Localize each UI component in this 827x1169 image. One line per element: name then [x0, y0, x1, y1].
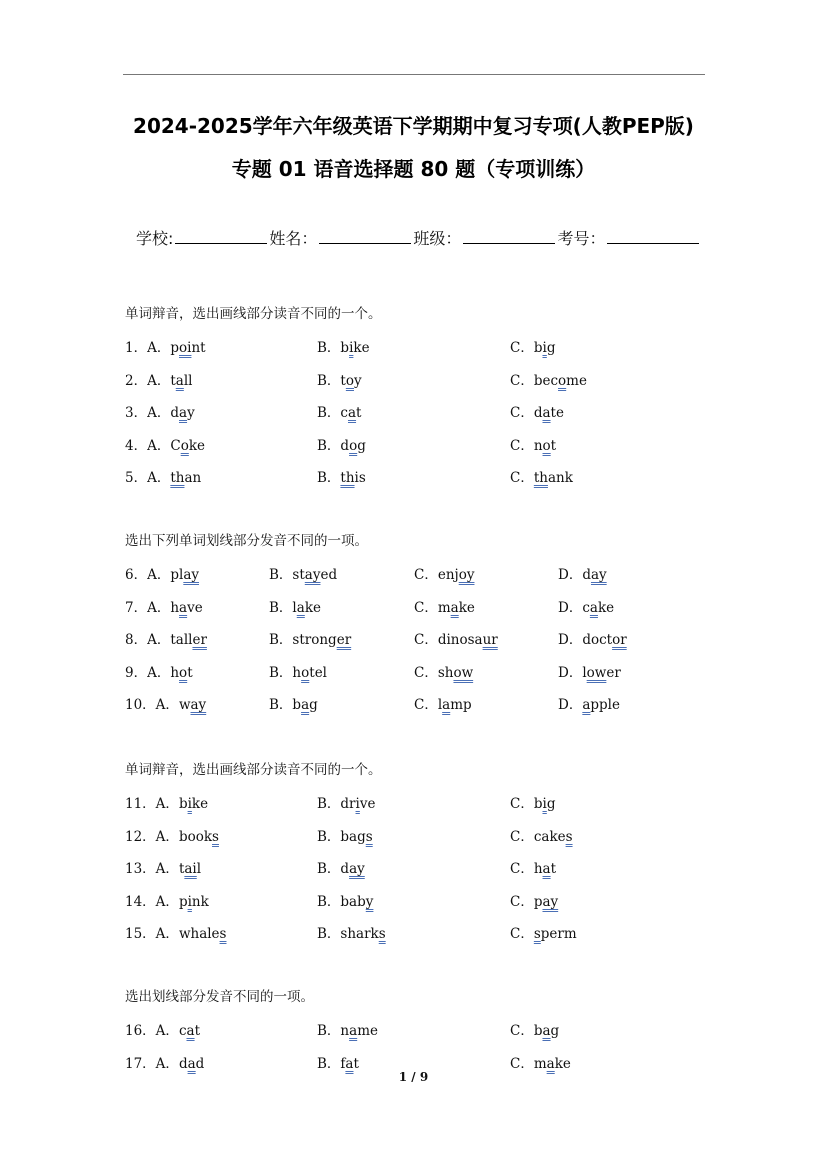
answer-option [510, 857, 556, 877]
word-part: t [170, 372, 176, 389]
question-number: 8．A． [125, 632, 171, 648]
underlined-part: oy [458, 567, 475, 583]
word-part: whale [178, 926, 220, 942]
question-number: 3．A． [125, 405, 171, 421]
underlined-part: o [345, 372, 354, 389]
underlined-part: ow [586, 664, 607, 681]
answer-option [558, 693, 620, 713]
question-number: 10．A． [125, 697, 179, 713]
word-part: y [354, 372, 362, 389]
underlined-part: a [186, 1023, 195, 1039]
page-number: 1 / 9 [398, 1070, 429, 1084]
answer-option [317, 401, 361, 421]
word-part: B．d [317, 437, 350, 454]
underlined-part: a [589, 599, 598, 616]
underlined-part: s [212, 828, 219, 845]
underlined-part: i [349, 340, 354, 356]
word-part: C． [510, 926, 534, 942]
answer-option [510, 922, 577, 942]
underlined-part: a [175, 372, 184, 389]
question-item [125, 596, 203, 616]
question-item [125, 401, 195, 421]
answer-option [510, 401, 564, 421]
word-part: B．strong [269, 632, 337, 648]
underlined-part: a [349, 1023, 358, 1039]
question-number: 5．A． [125, 470, 171, 486]
answer-option [317, 369, 362, 389]
answer-option [317, 857, 365, 877]
underlined-part: th [340, 470, 355, 486]
word-part: ke [188, 437, 205, 454]
answer-option [414, 661, 473, 681]
answer-option [317, 434, 366, 454]
section-instruction: 选出下列单词划线部分发音不同的一项。 [125, 533, 368, 549]
section-instruction: 单词辩音，选出画线部分读音不同的一个。 [125, 306, 382, 322]
word-part: B． [317, 470, 341, 486]
word-part: d [195, 1055, 205, 1072]
name-label: 姓名： [269, 229, 318, 248]
question-number: 6．A． [125, 567, 171, 583]
answer-option [414, 628, 498, 648]
word-part: C．cake [510, 828, 566, 845]
word-part: t [194, 1023, 200, 1039]
underlined-part: a [301, 697, 310, 713]
word-part: C．sh [414, 664, 454, 681]
underlined-part: o [301, 664, 310, 681]
answer-option [269, 563, 337, 583]
underlined-part: ay [304, 567, 321, 583]
word-part: ke [597, 599, 615, 616]
underlined-part: i [542, 340, 547, 356]
underlined-part: ay [349, 861, 365, 877]
question-item [125, 890, 209, 910]
underlined-part: a [179, 599, 188, 616]
question-item [125, 628, 207, 648]
word-part: C．bec [510, 372, 559, 389]
underlined-part: ur [482, 632, 498, 648]
word-part: B．h [269, 664, 302, 681]
word-part: B．t [317, 372, 346, 389]
answer-option [317, 466, 366, 486]
word-part: c [178, 1023, 187, 1039]
word-part: ve [187, 599, 203, 616]
word-part: C．l [414, 697, 443, 713]
answer-option [317, 1052, 359, 1072]
word-part: B．st [269, 567, 305, 583]
question-item [125, 661, 193, 681]
section-instruction: 单词辩音，选出画线部分读音不同的一个。 [125, 762, 382, 778]
underlined-part: o [180, 437, 189, 454]
word-part: B．dr [317, 796, 356, 812]
underlined-part: ay [190, 697, 207, 713]
question-item [125, 563, 199, 583]
word-part: B．bab [317, 893, 366, 910]
answer-option [510, 466, 573, 486]
question-item [125, 1019, 200, 1039]
word-part: tall [170, 632, 193, 648]
word-part: w [178, 697, 191, 713]
underlined-part: a [582, 697, 591, 713]
word-part: ke [458, 599, 475, 616]
word-part: ke [191, 796, 209, 812]
underlined-part: a [546, 1055, 555, 1072]
underlined-part: o [558, 372, 567, 389]
question-number: 11．A． [125, 796, 179, 812]
answer-option [510, 336, 555, 356]
word-part: me [357, 1023, 378, 1039]
underlined-part: i [187, 893, 192, 910]
word-part: d [170, 405, 179, 421]
underlined-part: a [296, 599, 305, 616]
page-title: 2024-2025学年六年级英语下学期期中复习专项(人教PEP版) [133, 114, 694, 138]
word-part: ke [554, 1055, 571, 1072]
word-part: p [178, 893, 188, 910]
word-part: C．m [510, 1055, 547, 1072]
answer-option [558, 661, 621, 681]
word-part: C．b [510, 796, 543, 812]
word-part: C．m [414, 599, 451, 616]
word-part: ke [304, 599, 321, 616]
underlined-part: ay [183, 567, 199, 583]
word-part: C．h [510, 861, 543, 877]
word-part: D．d [558, 567, 591, 583]
question-number: 16．A． [125, 1023, 179, 1039]
underlined-part: a [347, 405, 357, 421]
answer-option [558, 596, 614, 616]
word-part: C．b [510, 1023, 543, 1039]
word-part: B．bag [317, 828, 366, 845]
word-part: g [546, 796, 556, 812]
underlined-part: oi [179, 340, 192, 356]
answer-option [317, 792, 375, 812]
answer-option [317, 825, 373, 845]
word-part: tel [309, 664, 327, 681]
answer-option [510, 890, 558, 910]
underlined-part: ay [542, 893, 559, 910]
word-part: pple [590, 697, 620, 713]
underlined-part: o [349, 437, 358, 454]
answer-option [510, 434, 556, 454]
answer-option [269, 628, 351, 648]
answer-option [269, 596, 321, 616]
exam-no-label: 考号： [557, 229, 606, 248]
underlined-part: i [542, 796, 547, 812]
word-part: nk [191, 893, 209, 910]
answer-option [510, 369, 587, 389]
question-item [125, 857, 201, 877]
word-part: C．b [510, 340, 543, 356]
word-part: g [357, 437, 366, 454]
underlined-part: i [187, 796, 192, 812]
word-part: B．d [317, 861, 350, 877]
answer-option [510, 792, 555, 812]
page-subtitle: 专题 01 语音选择题 80 题（专项训练） [231, 157, 596, 181]
word-part: y [187, 405, 195, 421]
word-part: D．doct [558, 632, 613, 648]
underlined-part: s [219, 926, 227, 942]
underlined-part: a [450, 599, 459, 616]
underlined-part: a [179, 405, 188, 421]
section-instruction: 选出划线部分发音不同的一项。 [125, 989, 314, 1005]
answer-option [510, 1019, 559, 1039]
underlined-part: th [533, 470, 548, 486]
question-number: 14．A． [125, 893, 179, 910]
word-part: te [550, 405, 564, 421]
answer-option [317, 890, 373, 910]
word-part: t [550, 861, 557, 877]
question-item [125, 336, 206, 356]
word-part: h [170, 664, 180, 681]
answer-option [317, 922, 386, 942]
underlined-part: a [542, 1023, 551, 1039]
word-part: t [356, 405, 362, 421]
underlined-part: a [542, 861, 551, 877]
word-part: D．l [558, 664, 587, 681]
header-rule [123, 74, 705, 75]
word-part: C．enj [414, 567, 459, 583]
underlined-part: s [365, 828, 373, 845]
underlined-part: o [542, 437, 551, 454]
word-part: er [606, 664, 621, 681]
word-part: ll [183, 372, 193, 389]
word-part: me [566, 372, 587, 389]
underlined-part: th [170, 470, 185, 486]
word-part: ve [359, 796, 376, 812]
answer-option [510, 1052, 571, 1072]
question-item [125, 792, 208, 812]
question-number: 7．A． [125, 599, 171, 616]
question-item [125, 369, 192, 389]
answer-option [414, 693, 472, 713]
word-part: C． [510, 470, 534, 486]
underlined-part: s [533, 926, 541, 942]
word-part: B．shark [317, 926, 379, 942]
underlined-part: s [565, 828, 573, 845]
school-blank [175, 229, 267, 244]
answer-option [558, 563, 607, 583]
word-part: t [550, 437, 557, 454]
word-part: p [170, 340, 179, 356]
word-part: nt [191, 340, 206, 356]
word-part: g [550, 1023, 560, 1039]
word-part: t [178, 861, 185, 877]
answer-option [317, 1019, 378, 1039]
exam-no-blank [607, 229, 699, 244]
word-part: h [170, 599, 180, 616]
question-item [125, 693, 206, 713]
word-part: ke [353, 340, 370, 356]
question-number: 15．A． [125, 926, 179, 942]
word-part: b [178, 796, 188, 812]
word-part: C．dinosa [414, 632, 483, 648]
word-part: D． [558, 697, 583, 713]
word-part: D．c [558, 599, 590, 616]
answer-option [317, 336, 370, 356]
underlined-part: o [179, 664, 188, 681]
answer-option [414, 563, 474, 583]
question-number: 12．A． [125, 828, 179, 845]
underlined-part: ay [590, 567, 607, 583]
word-part: pl [170, 567, 184, 583]
question-number: 13．A． [125, 861, 179, 877]
underlined-part: er [336, 632, 352, 648]
answer-option [414, 596, 475, 616]
underlined-part: a [442, 697, 451, 713]
underlined-part: ow [453, 664, 474, 681]
word-part: B．n [317, 1023, 350, 1039]
word-part: C．p [510, 893, 543, 910]
student-info-row [136, 226, 701, 249]
word-part: perm [540, 926, 577, 942]
word-part: g [309, 697, 318, 713]
question-item [125, 434, 205, 454]
class-label: 班级： [413, 229, 462, 248]
underlined-part: er [192, 632, 207, 648]
school-label: 学校: [136, 229, 174, 248]
underlined-part: ai [184, 861, 197, 877]
underlined-part: y [365, 893, 374, 910]
question-item [125, 466, 201, 486]
word-part: g [546, 340, 556, 356]
underlined-part: a [345, 1055, 354, 1072]
word-part: mp [450, 697, 472, 713]
word-part: C [170, 437, 181, 454]
word-part: B．f [317, 1055, 346, 1072]
word-part: is [354, 470, 366, 486]
underlined-part: a [187, 1055, 196, 1072]
underlined-part: i [355, 796, 360, 812]
answer-option [510, 825, 573, 845]
word-part: C．d [510, 405, 543, 421]
question-number: 17．A． [125, 1055, 179, 1072]
underlined-part: or [612, 632, 627, 648]
question-item [125, 922, 226, 942]
question-number: 2．A． [125, 372, 171, 389]
word-part: l [196, 861, 202, 877]
word-part: t [187, 664, 193, 681]
answer-option [558, 628, 627, 648]
word-part: B．b [317, 340, 350, 356]
word-part: ank [547, 470, 573, 486]
word-part: an [184, 470, 202, 486]
question-item [125, 825, 219, 845]
question-number: 1．A． [125, 340, 171, 356]
answer-option [269, 661, 327, 681]
word-part: d [178, 1055, 188, 1072]
answer-option [269, 693, 318, 713]
name-blank [319, 229, 411, 244]
word-part: ed [320, 567, 338, 583]
underlined-part: s [378, 926, 386, 942]
question-number: 4．A． [125, 437, 171, 454]
word-part: t [353, 1055, 359, 1072]
word-part: B．l [269, 599, 297, 616]
class-blank [463, 229, 555, 244]
question-item [125, 1052, 204, 1072]
underlined-part: a [542, 405, 551, 421]
word-part: book [178, 828, 213, 845]
question-number: 9．A． [125, 664, 171, 681]
word-part: C．n [510, 437, 543, 454]
word-part: B．b [269, 697, 302, 713]
word-part: B．c [317, 405, 348, 421]
